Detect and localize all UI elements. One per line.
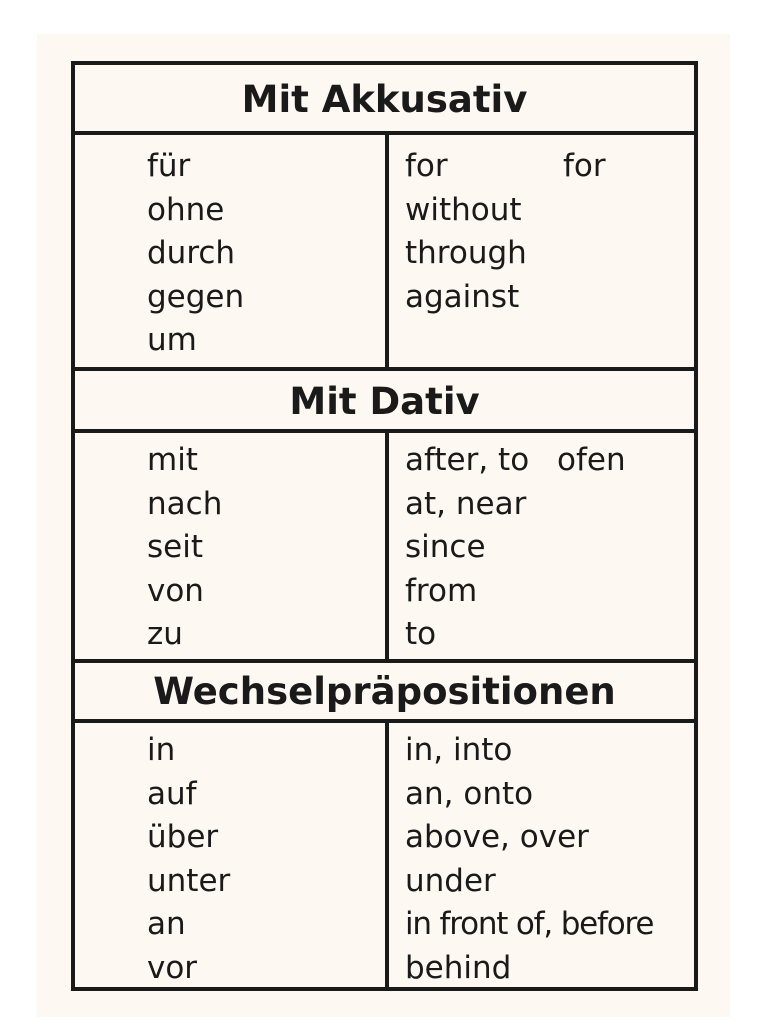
dativ-german-list: [147, 439, 222, 657]
german-word: über: [147, 819, 219, 856]
section-header-dativ: Mit Dativ: [289, 380, 480, 423]
german-word: um: [147, 322, 197, 359]
german-word: ohne: [147, 191, 225, 228]
akkusativ-english-list: [405, 145, 527, 319]
column-divider: [385, 723, 389, 991]
german-word: auf: [147, 775, 197, 812]
english-word: from: [405, 572, 478, 609]
english-word: against: [405, 278, 520, 315]
german-word: in: [147, 732, 176, 768]
german-word: nach: [147, 485, 223, 522]
english-word: in, into: [405, 732, 513, 768]
english-word: without: [405, 191, 522, 228]
dativ-english-list: [405, 439, 529, 657]
english-word: at, near: [405, 485, 527, 522]
german-word: für: [147, 148, 191, 184]
akkusativ-extra-word: for: [563, 148, 606, 184]
english-word: under: [405, 862, 496, 899]
german-word: unter: [147, 862, 231, 899]
german-word: mit: [147, 442, 198, 478]
section-header-akkusativ: Mit Akkusativ: [241, 78, 528, 121]
english-word: behind: [405, 949, 512, 986]
german-word: vor: [147, 949, 198, 986]
german-word: von: [147, 572, 204, 609]
english-word: after, to: [405, 442, 530, 478]
column-divider: [385, 135, 389, 367]
german-word: durch: [147, 235, 236, 272]
akkusativ-german-list: [147, 145, 244, 363]
german-word: seit: [147, 529, 203, 566]
german-word: zu: [147, 616, 183, 653]
divider: [75, 659, 694, 663]
section-header-wechsel: Wechselpräpositionen: [153, 670, 616, 713]
english-word: to: [405, 616, 437, 653]
german-word: gegen: [147, 278, 245, 315]
preposition-table: [71, 61, 698, 991]
german-word: an: [147, 906, 186, 943]
divider: [75, 367, 694, 371]
english-word: an, onto: [405, 775, 534, 812]
english-word: for: [405, 148, 448, 184]
dativ-extra-word: ofen: [557, 442, 626, 478]
english-word: in front of, before: [405, 906, 654, 943]
english-word: since: [405, 529, 486, 566]
column-divider: [385, 433, 389, 659]
english-word: through: [405, 235, 527, 272]
wechsel-english-list: [405, 729, 653, 991]
wechsel-german-list: [147, 729, 230, 991]
english-word: above, over: [405, 819, 589, 856]
